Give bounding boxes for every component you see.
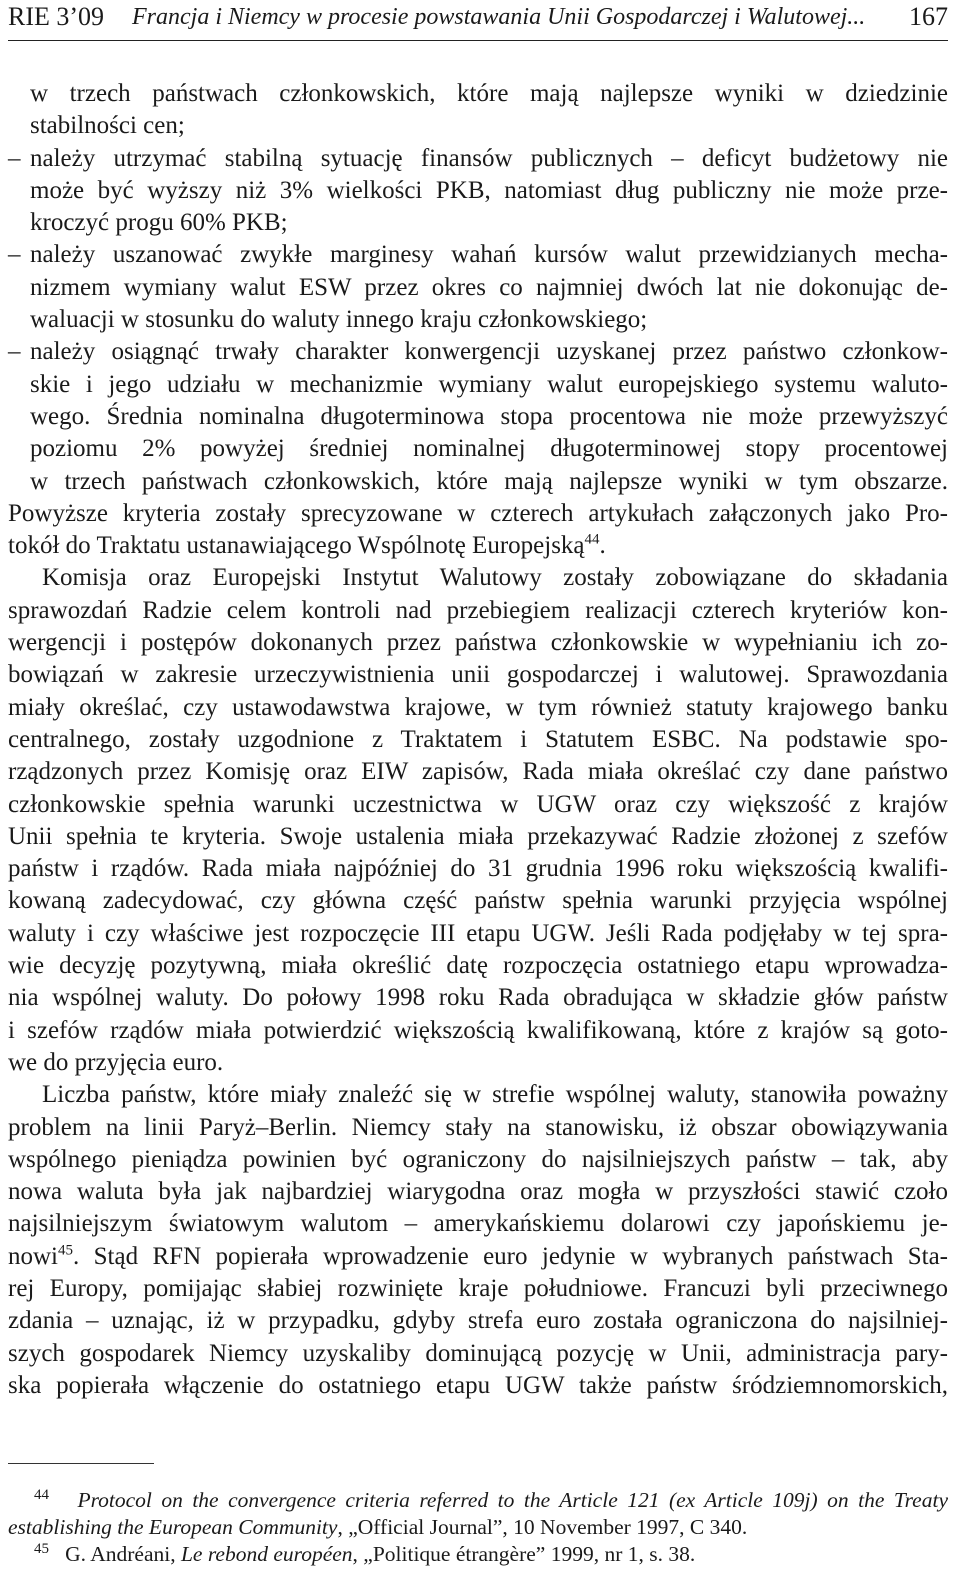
text-line: może być wyższy niż 3% wielkości PKB, natomiast dług publiczny nie może prze-	[30, 176, 948, 204]
text-line: w trzech państwach członkowskich, które mają najlepsze wyniki w tym obszarze.	[30, 467, 948, 495]
body-text	[8, 78, 948, 1402]
text-line: zdania – uznając, iż w przypadku, gdyby strefa euro została ograniczona do najsilniej-	[8, 1307, 948, 1335]
text-line: bowiązań w zakresie urzeczywistnienia unii gospodarczej i walutowej. Sprawozdania	[8, 661, 948, 689]
list-item-line: – należy utrzymać stabilną sytuację finansów publicznych – deficyt budżetowy nie	[8, 143, 948, 175]
text-line: rej Europy, pomijając słabiej rozwinięte kraje południowe. Francuzi byli przeciwnego	[8, 1274, 948, 1302]
footnotes	[8, 1487, 948, 1568]
footnote-44: 44 Protocol on the convergence criteria referred to the Article 121 (ex Article 109j) on the Treaty establishing the European Community, „Official Journal”, 10 November 1997, C 340.	[8, 1486, 948, 1539]
text-line: sprawozdań Radzie celem kontroli nad przebiegiem realizacji czterech kryteriów kon-	[8, 596, 948, 624]
paragraph-first-line: Komisja oraz Europejski Instytut Walutowy zostały zobowiązane do składania	[42, 564, 948, 592]
list-item-line: – należy osiągnąć trwały charakter konwergencji uzyskanej przez państwo członkow-	[8, 336, 948, 368]
text-line: kroczyć progu 60% PKB;	[30, 209, 288, 237]
running-title: Francja i Niemcy w procesie powstawania Unii Gospodarczej i Walutowej...	[132, 4, 866, 30]
text-line: wergencji i postępów dokonanych przez państwa członkowskie w wypełnianiu ich zo-	[8, 629, 948, 657]
running-header	[8, 0, 948, 41]
text-line: nizmem wymiany walut ESW przez okres co najmniej dwóch lat nie dokonując de-	[30, 273, 948, 301]
text-line: rządzonych przez Komisję oraz EIW zapisów, Rada miała określać czy dane państwo	[8, 758, 948, 786]
text-line: we do przyjęcia euro.	[8, 1048, 224, 1076]
list-dash: –	[8, 338, 21, 366]
text-line: nia wspólnej waluty. Do połowy 1998 roku Rada obradująca w składzie głów państw	[8, 984, 948, 1012]
footnote-ref-44[interactable]: 44	[584, 531, 600, 548]
text-line: centralnego, zostały uzgodnione z Traktatem i Statutem ESBC. Na podstawie spo-	[8, 725, 948, 753]
list-item-line: – należy uszanować zwykłe marginesy wahań kursów walut przewidzianych mecha-	[8, 239, 948, 271]
text-line: waluacji w stosunku do waluty innego kraju członkowskiego;	[30, 306, 648, 334]
footnote-ref-45[interactable]: 45	[58, 1242, 73, 1259]
text-line: ska popierała włączenie do ostatniego etapu UGW także państw śródziemnomorskich,	[8, 1371, 948, 1399]
text-line: poziomu 2% powyżej średniej nominalnej długoterminowej stopy procentowej	[30, 435, 948, 463]
text-line: najsilniejszym światowym walutom – amerykańskiemu dolarowi czy japońskiemu je-	[8, 1210, 948, 1238]
paragraph-first-line: Liczba państw, które miały znaleźć się w strefie wspólnej waluty, stanowiła poważny	[42, 1081, 948, 1109]
text-line: skie i jego udziału w mechanizmie wymiany walut europejskiego systemu waluto-	[30, 370, 948, 398]
text-line: waluty i czy właściwe jest rozpoczęcie III etapu UGW. Jeśli Rada podjęłaby w tej spra-	[8, 919, 948, 947]
text-line: kowaną zadecydować, czy główna część państw spełnia warunki przyjęcia wspólnej	[8, 887, 948, 915]
text-line: członkowskie spełnia warunki uczestnictwa w UGW oraz czy większość z krajów	[8, 790, 948, 818]
text-line: nowi$^{45}$. Stąd RFN popierała wprowadzenie euro jedynie w wybranych państwach Sta-	[8, 1242, 948, 1270]
text-line: stabilności cen;	[30, 112, 185, 140]
text-line: miały określać, czy ustawodawstwa krajowe, w tym również statuty krajowego banku	[8, 693, 948, 721]
text-line: Unii spełnia te kryteria. Swoje ustalenia miała przekazywać Radzie złożonej z szefów	[8, 822, 948, 850]
text-line: wego. Średnia nominalna długoterminowa stopa procentowa nie może przewyższyć	[30, 402, 948, 430]
text-line: państw i rządów. Rada miała najpóźniej do 31 grudnia 1996 roku większością kwalifi-	[8, 855, 948, 883]
text-line: nowa waluta była jak najbardziej wiarygodna oraz mogła w przyszłości stawić czoło	[8, 1178, 948, 1206]
list-dash: –	[8, 241, 21, 269]
text-line: i szefów rządów miała potwierdzić większością kwalifikowaną, które z krajów są goto-	[8, 1016, 948, 1044]
text-line: wie decyzję pozytywną, miała określić datę rozpoczęcia ostatniego etapu wprowadza-	[8, 952, 948, 980]
text-line: problem na linii Paryż–Berlin. Niemcy stały na stanowisku, iż obszar obowiązywania	[8, 1113, 948, 1141]
footnote-divider	[8, 1463, 154, 1464]
journal-issue: RIE 3’09	[8, 2, 105, 31]
text-line: szych gospodarek Niemcy uzyskaliby dominującą pozycję w Unii, administracja pary-	[8, 1339, 948, 1367]
list-dash: –	[8, 144, 21, 172]
text-line: Powyższe kryteria zostały sprecyzowane w czterech artykułach załączonych jako Pro-	[8, 499, 948, 527]
page-number: 167	[909, 2, 948, 31]
text-line: tokół do Traktatu ustanawiającego Wspólnotę Europejską$^{44}$.	[8, 531, 606, 560]
text-line: wspólnego pieniądza powinien być ograniczony do najsilniejszych państw – tak, aby	[8, 1145, 948, 1173]
text-line: w trzech państwach członkowskich, które mają najlepsze wyniki w dziedzinie	[30, 80, 948, 107]
footnote-45: 45 G. Andréani, Le rebond européen, „Politique étrangère” 1999, nr 1, s. 38.	[34, 1540, 696, 1566]
